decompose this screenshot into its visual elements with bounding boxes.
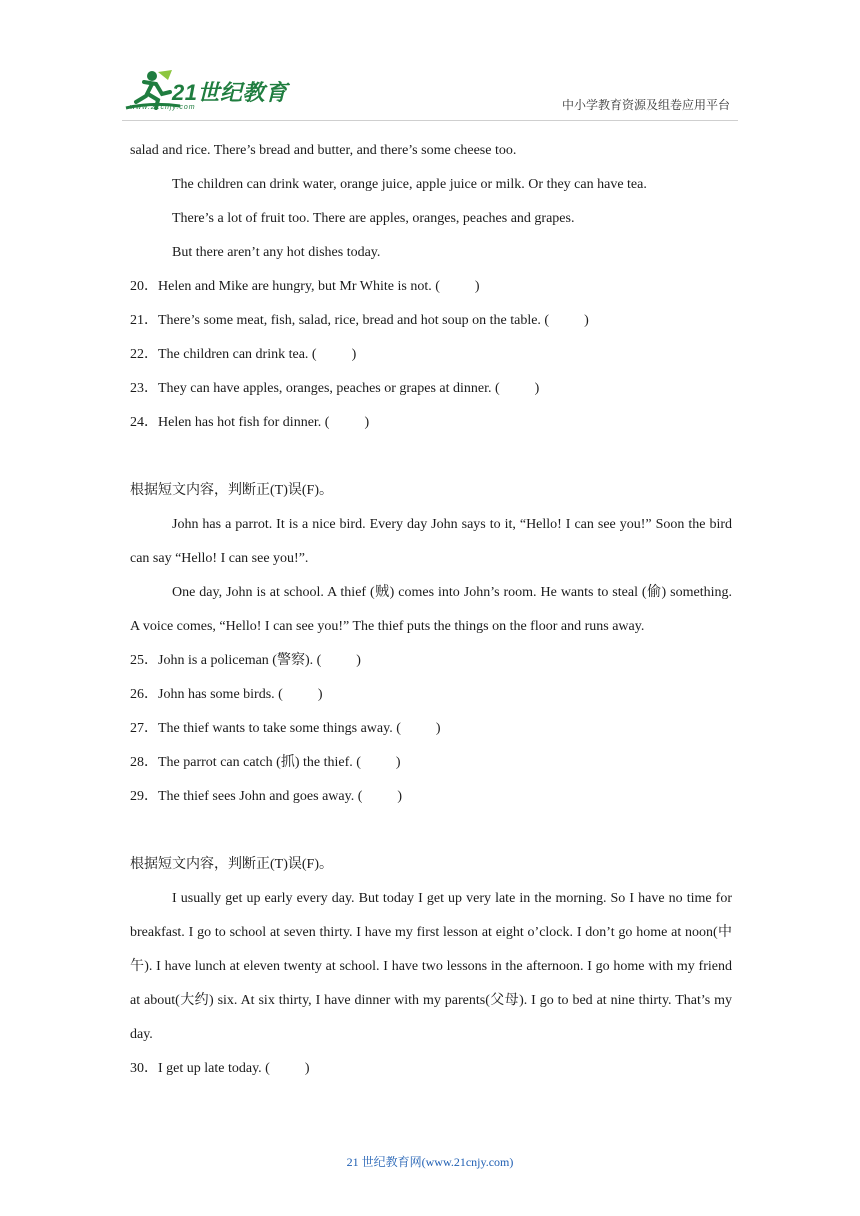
page-header bbox=[0, 0, 860, 130]
question-item: 30．I get up late today. ( ) bbox=[130, 1061, 310, 1076]
question-item: 25．John is a policeman (警察). ( ) bbox=[130, 653, 361, 668]
section-gap bbox=[130, 814, 732, 848]
logo-text: 21世纪教育 bbox=[172, 80, 288, 105]
passage-paragraph: John has a parrot. It is a nice bird. Every day John says to it, “Hello! I can see you!” Soon the bird can say “Hello! I can see you!”. bbox=[130, 517, 732, 566]
passage-paragraph: salad and rice. There’s bread and butter, and there’s some cheese too. bbox=[130, 143, 517, 158]
section-heading: 根据短文内容，判断正(T)误(F)。 bbox=[130, 483, 333, 498]
section-heading: 根据短文内容，判断正(T)误(F)。 bbox=[130, 857, 333, 872]
question-item: 27．The thief wants to take some things away. ( ) bbox=[130, 721, 441, 736]
question-item: 26．John has some birds. ( ) bbox=[130, 687, 323, 702]
document-body bbox=[130, 134, 732, 1086]
section-gap bbox=[130, 440, 732, 474]
passage-paragraph: One day, John is at school. A thief (贼) comes into John’s room. He wants to steal (偷) something. A voice comes, “Hello! I can see you!” The thief puts the things on the floor and runs away. bbox=[130, 585, 732, 634]
question-item: 20．Helen and Mike are hungry, but Mr White is not. ( ) bbox=[130, 279, 480, 294]
passage-paragraph: There’s a lot of fruit too. There are apples, oranges, peaches and grapes. bbox=[172, 211, 575, 226]
header-divider bbox=[122, 120, 738, 121]
header-platform-text: 中小学教育资源及组卷应用平台 bbox=[561, 98, 730, 112]
passage-paragraph: But there aren’t any hot dishes today. bbox=[172, 245, 381, 260]
question-item: 29．The thief sees John and goes away. ( ) bbox=[130, 789, 403, 804]
question-item: 22．The children can drink tea. ( ) bbox=[130, 347, 357, 362]
question-item: 23．They can have apples, oranges, peaches or grapes at dinner. ( ) bbox=[130, 381, 540, 396]
passage-paragraph: I usually get up early every day. But today I get up very late in the morning. So I have no time for breakfast. I go to school at seven thirty. I have my first lesson at eight o’clock. I don’t go home at noon(中午). I have lunch at eleven twenty at school. I have two lessons in the afternoon. I go home with my friend at about(大约) six. At six thirty, I have dinner with my parents(父母). I go to bed at nine thirty. That’s my day. bbox=[130, 891, 732, 1042]
page-footer: 21 世纪教育网(www.21cnjy.com) bbox=[346, 1155, 514, 1169]
question-item: 24．Helen has hot fish for dinner. ( ) bbox=[130, 415, 370, 430]
logo-url: www.21cnjy.com bbox=[130, 104, 196, 111]
question-item: 28．The parrot can catch (抓) the thief. ( ) bbox=[130, 755, 401, 770]
question-item: 21．There’s some meat, fish, salad, rice, bread and hot soup on the table. ( ) bbox=[130, 313, 589, 328]
passage-paragraph: The children can drink water, orange juice, apple juice or milk. Or they can have tea. bbox=[172, 177, 647, 192]
